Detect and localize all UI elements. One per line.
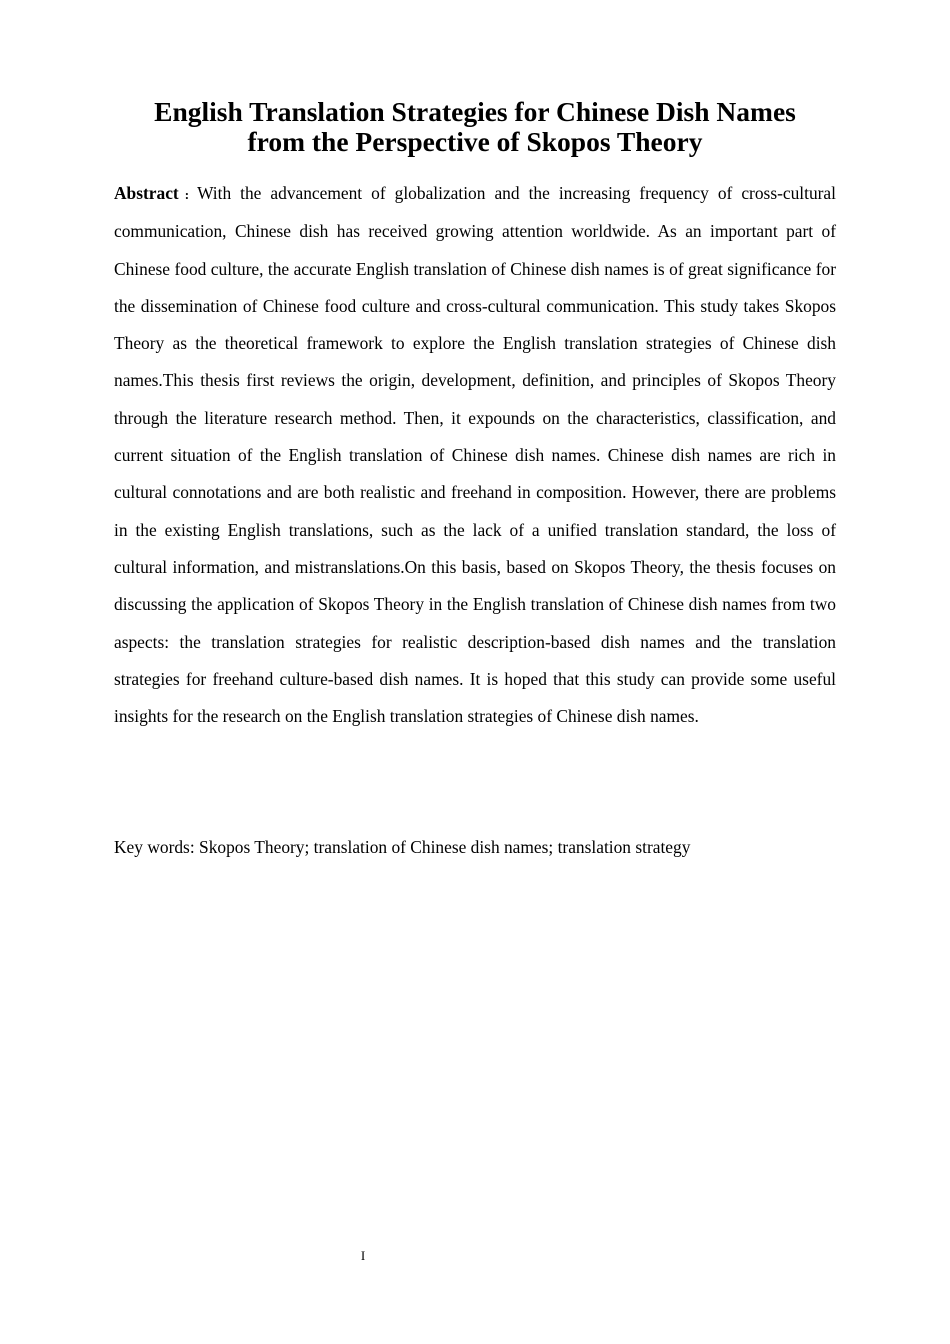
abstract-colon: : — [184, 187, 190, 202]
abstract-text: With the advancement of globalization and the increasing frequency of cross-cultural communication, Chinese dish has received growing attention worldwide. As an important part of Chinese food culture, the accurate English translation of Chinese dish names is of great significance for the dissemination of Chinese food culture and cross-cultural communication. This study takes Skopos Theory as the theoretical framework to explore the English translation strategies of Chinese dish names.This thesis first reviews the origin, development, definition, and principles of Skopos Theory through the literature research method. Then, it expounds on the characteristics, classification, and current situation of the English translation of Chinese dish names. Chinese dish names are rich in cultural connotations and are both realistic and freehand in composition. However, there are problems in the existing English translations, such as the lack of a unified translation standard, the loss of cultural information, and mistranslations.On this basis, based on Skopos Theory, the thesis focuses on discussing the application of Skopos Theory in the English translation of Chinese dish names from two aspects: the translation strategies for realistic description-based dish names and the translation strategies for freehand culture-based dish names. It is hoped that this study can provide some useful insights for the research on the English translation strategies of Chinese dish names. — [114, 183, 836, 727]
page-number: I — [360, 1248, 366, 1263]
keywords-text: Skopos Theory; translation of Chinese dish names; translation strategy — [199, 837, 691, 857]
document-title — [114, 97, 836, 157]
abstract-paragraph — [114, 175, 836, 735]
title-line-2: from the Perspective of Skopos Theory — [247, 126, 703, 157]
title-line-1: English Translation Strategies for Chinese Dish Names — [154, 96, 796, 127]
keywords-label: Key words: — [114, 837, 195, 857]
keywords-line — [114, 833, 836, 861]
abstract-label: Abstract — [114, 183, 179, 203]
